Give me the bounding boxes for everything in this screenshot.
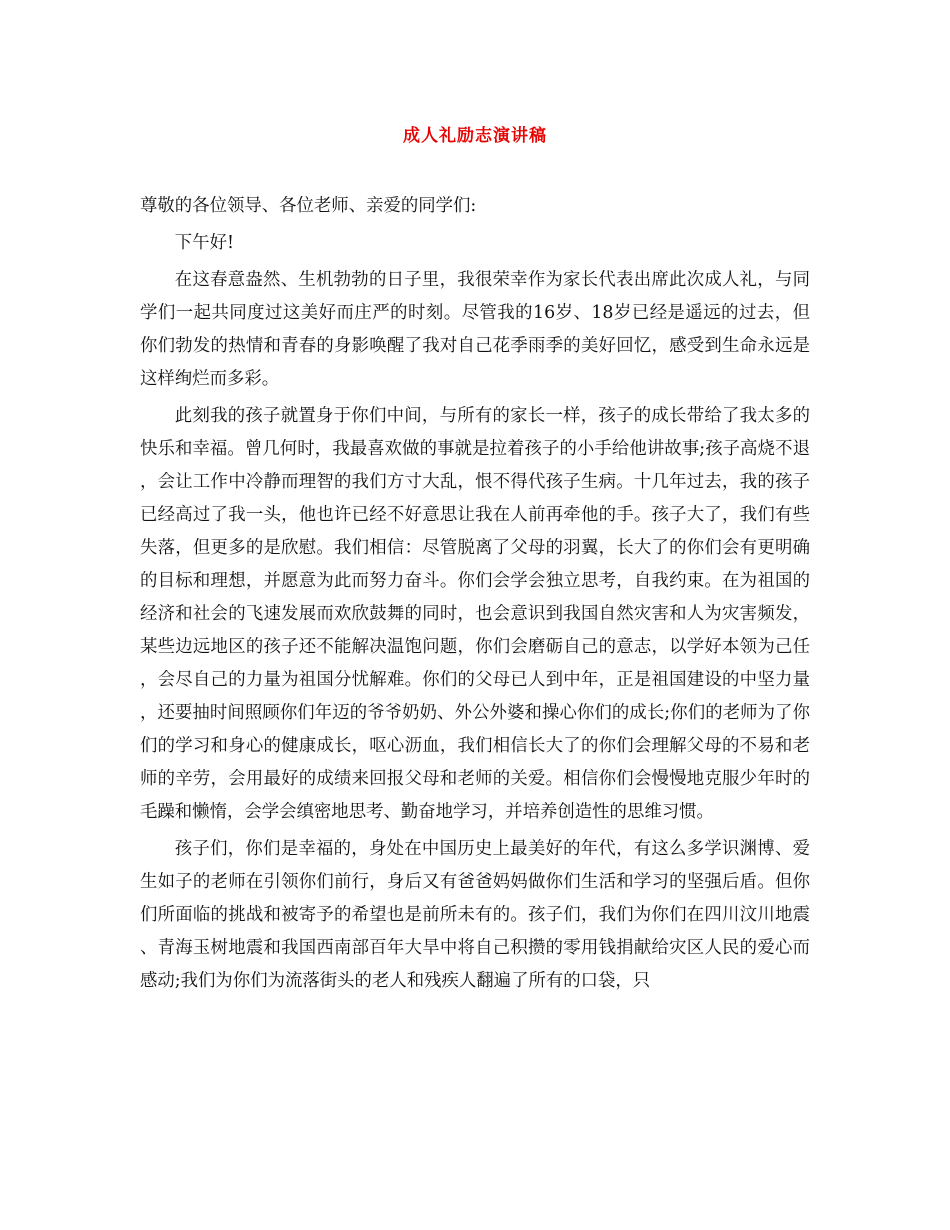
- document-title: 成人礼励志演讲稿: [403, 126, 547, 146]
- document-body: [140, 190, 810, 1002]
- salutation-line: 尊敬的各位领导、各位老师、亲爱的同学们:: [140, 196, 477, 216]
- greeting-line: 下午好!: [174, 233, 234, 253]
- paragraph-2: 此刻我的孩子就置身于你们中间，与所有的家长一样，孩子的成长带给了我太多的快乐和幸福。曾几何时，我最喜欢做的事就是拉着孩子的小手给他讲故事;孩子高烧不退，会让工作中冷静而理智的我们方寸大乱，恨不得代孩子生病。十几年过去，我的孩子已经高过了我一头，他也许已经不好意思让我在人前再牵他的手。孩子大了，我们有些失落，但更多的是欣慰。我们相信：尽管脱离了父母的羽翼，长大了的你们会有更明确的目标和理想，并愿意为此而努力奋斗。你们会学会独立思考，自我约束。在为祖国的经济和社会的飞速发展而欢欣鼓舞的同时，也会意识到我国自然灾害和人为灾害频发，某些边远地区的孩子还不能解决温饱问题，你们会磨砺自己的意志，以学好本领为己任，会尽自己的力量为祖国分忧解难。你们的父母已人到中年，正是祖国建设的中坚力量，还要抽时间照顾你们年迈的爷爷奶奶、外公外婆和操心你们的成长;你们的老师为了你们的学习和身心的健康成长，呕心沥血，我们相信长大了的你们会理解父母的不易和老师的辛劳，会用最好的成绩来回报父母和老师的关爱。相信你们会慢慢地克服少年时的毛躁和懒惰，会学会缜密地思考、勤奋地学习，并培养创造性的思维习惯。: [140, 406, 810, 822]
- paragraph-3: 孩子们，你们是幸福的，身处在中国历史上最美好的年代，有这么多学识渊博、爱生如子的老师在引领你们前行，身后又有爸爸妈妈做你们生活和学习的坚强后盾。但你们所面临的挑战和被寄予的希望也是前所未有的。孩子们，我们为你们在四川汶川地震、青海玉树地震和我国西南部百年大旱中将自己积攒的零用钱捐献给灾区人民的爱心而感动;我们为你们为流落街头的老人和残疾人翻遍了所有的口袋，只: [140, 839, 810, 991]
- paragraph-1: 在这春意盎然、生机勃勃的日子里，我很荣幸作为家长代表出席此次成人礼，与同学们一起共同度过这美好而庄严的时刻。尽管我的16岁、18岁已经是遥远的过去，但你们勃发的热情和青春的身影唤醒了我对自己花季雨季的美好回忆，感受到生命永远是这样绚烂而多彩。: [140, 270, 810, 389]
